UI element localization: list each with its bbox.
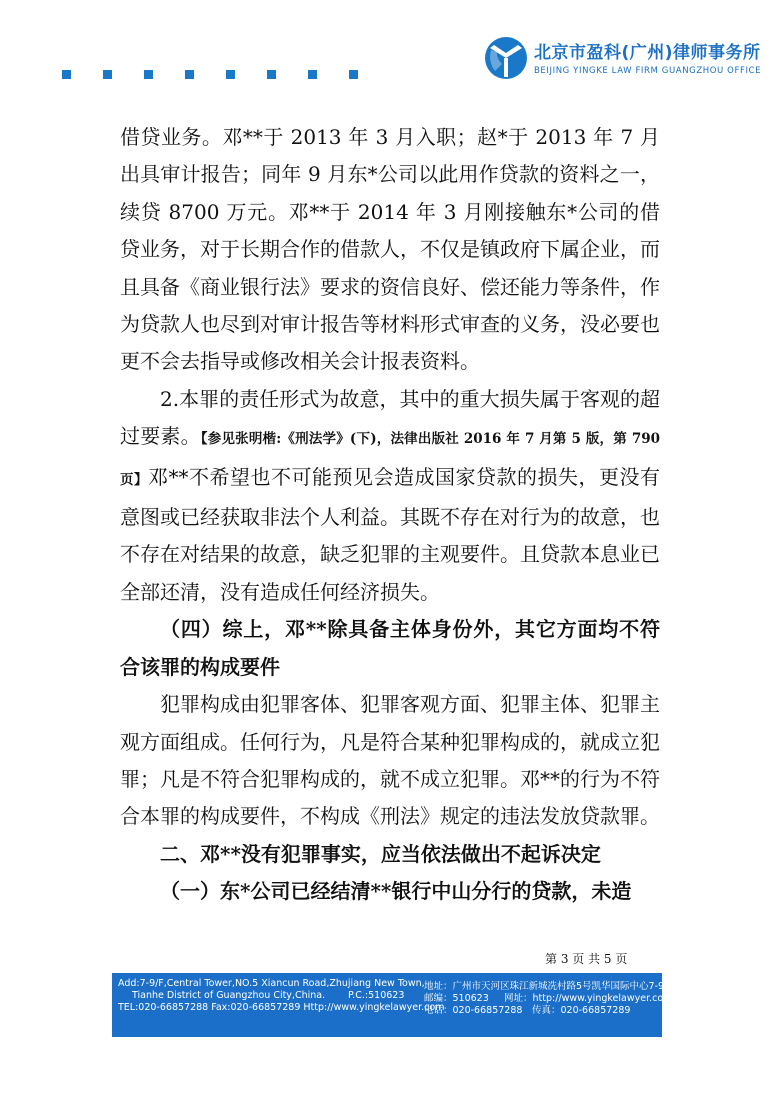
footer-cn-fax: 传真：020-66857289 — [532, 1005, 631, 1016]
firm-name — [534, 38, 761, 76]
dot-3 — [144, 70, 153, 79]
paragraph-2-start: 2.本罪的责任形式为故意，其中的重大损失属于客观的超过要素。 — [120, 386, 660, 449]
footer-en-address-1: Add:7-9/F,Central Tower,NO.5 Xiancun Road,Zhujiang New Town, — [118, 978, 425, 989]
footer-en-postcode: P.C.:510623 — [348, 990, 405, 1001]
footer-en-address-2: Tianhe District of Guangzhou City,China. — [132, 990, 326, 1001]
yingke-logo-icon — [484, 36, 528, 80]
dot-5 — [226, 70, 235, 79]
dot-4 — [185, 70, 194, 79]
firm-name-en: BEIJING YINGKE LAW FIRM GUANGZHOU OFFICE — [534, 66, 762, 76]
footer-cn-postcode: 邮编：510623 — [424, 993, 489, 1004]
paragraph-2 — [120, 381, 660, 611]
letterhead — [0, 0, 778, 110]
dot-6 — [267, 70, 276, 79]
dot-7 — [308, 70, 317, 79]
paragraph-1: 借贷业务。邓**于 2013 年 3 月入职；赵*于 2013 年 7 月出具审计报告；同年 9 月东*公司以此用作贷款的资料之一，续贷 8700 万元。邓**于 2014 年 3 月刚接触东*公司的借贷业务，对于长期合作的借款人，不仅是镇政府下属企业，而且具备《商业银行法》要求的资信良好、偿还能力等条件，作为贷款人也尽到对审计报告等材料形式审查的义务，没必要也更不会去指导或修改相关会计报表资料。 — [120, 125, 660, 374]
citation: 【参见张明楷:《刑法学》(下)，法律出版社 2016 年 7 月第 5 版，第 790 页】 — [120, 431, 660, 488]
dot-1 — [62, 70, 71, 79]
decorative-dots — [62, 70, 358, 79]
paragraph-3: 犯罪构成由犯罪客体、犯罪客观方面、犯罪主体、犯罪主观方面组成。任何行为，凡是符合某种犯罪构成的，就成立犯罪；凡是不符合犯罪构成的，就不成立犯罪。邓**的行为不符合本罪的构成要件，不构成《刑法》规定的违法发放贷款罪。 — [120, 692, 660, 829]
footer-cn-phone: 电话：020-66857288 — [424, 1005, 523, 1016]
dot-8 — [349, 70, 358, 79]
heading-part-2: 二、邓**没有犯罪事实，应当依法做出不起诉决定 — [160, 841, 601, 866]
page-number: 第 3 页 共 5 页 — [545, 952, 628, 966]
paragraph-2-end: 邓**不希望也不可能预见会造成国家贷款的损失，更没有意图或已经获取非法个人利益。其既不存在对行为的故意，也不存在对结果的故意，缺乏犯罪的主观要件。且贷款本息业已全部还清，没有造成任何经济损失。 — [120, 464, 660, 604]
footer-en-contact: TEL:020-66857288 Fax:020-66857289 Http://www.yingkelawyer.com — [118, 1002, 445, 1013]
heading-section-4: （四）综上，邓**除具备主体身份外，其它方面均不符合该罪的构成要件 — [120, 617, 660, 679]
footer-banner — [112, 973, 674, 1037]
footer-cn-website: 网址：http://www.yingkelawyer.com — [504, 993, 673, 1004]
document-body — [120, 119, 660, 911]
heading-subsection-1: （一）东*公司已经结清**银行中山分行的贷款，未造 — [160, 879, 632, 904]
dot-2 — [103, 70, 112, 79]
footer-cn-address: 地址：广州市天河区珠江新城冼村路5号凯华国际中心7-9楼 — [424, 981, 674, 992]
firm-name-cn: 北京市盈科(广州)律师事务所 — [534, 43, 761, 63]
